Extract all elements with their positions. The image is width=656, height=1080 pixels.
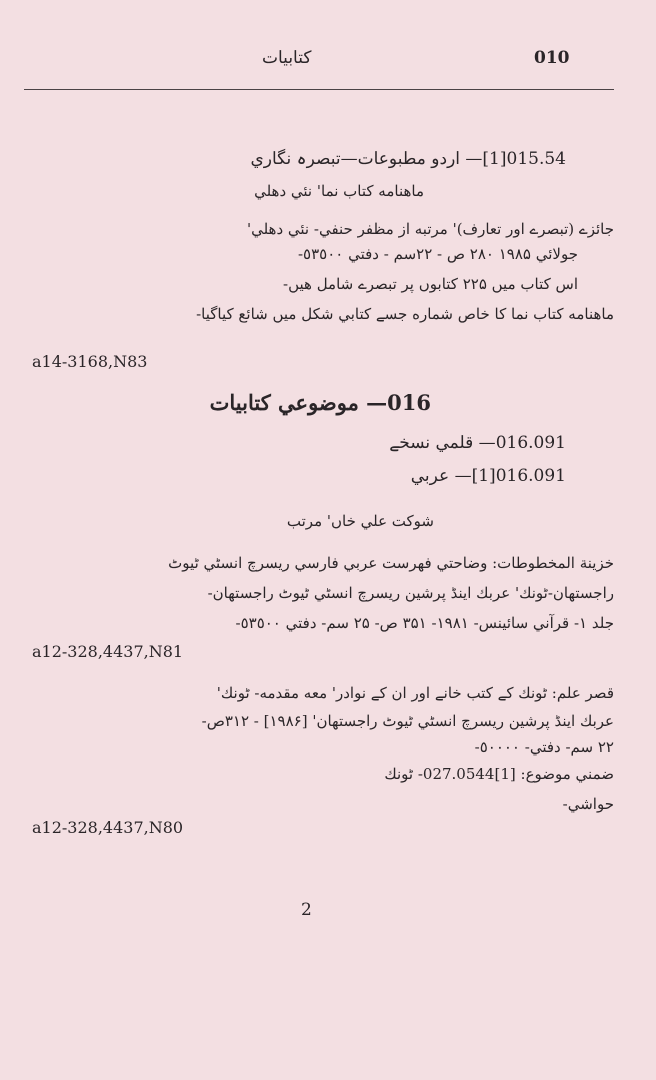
- subsection-title: 016.091— قلمي نسخے: [389, 433, 566, 453]
- subsection-title: 016.091[1]— عربي: [410, 466, 566, 486]
- entry-line: راجستهان-ٹونك' عربك اينڈ پرشين ريسرچ انسٹي ٹيوٹ راجستهان-: [207, 584, 614, 602]
- entry-line: ۲۲ سم- دفتي- ٥٠٠٠٠-: [474, 738, 614, 756]
- entry-line: ضمني موضوع: [1]027.0544- ٹونك: [384, 765, 614, 783]
- entry-line: جولائي ۱۹۸۵ ۲۸۰ ص - ۲۲سم - دفتي ٥٣٥٠٠-: [297, 245, 578, 263]
- entry-line: خزينة المخطوطات: وضاحتي فهرست عربي فارسي ريسرچ انسٹي ٹيوٹ: [168, 554, 614, 572]
- entry-line: جائزے (تبصرے اور تعارف)' مرتبه از مظفر حنفي- نئي دهلي': [246, 220, 614, 238]
- entry-line: عربك اينڈ پرشين ريسرچ انسٹي ٹيوٹ راجستهان' [۱۹۸۶] - ۳۱۲ص-: [201, 712, 614, 730]
- entry-line: قصر علم: ٹونك كے كتب خانے اور ان كے نوادر' معه مقدمه- ٹونك': [216, 684, 614, 702]
- entry-author: شوكت علي خاں' مرتب: [286, 512, 434, 530]
- footer-page-number: 2: [301, 900, 312, 920]
- header-rule: [24, 89, 614, 90]
- entry-source: ماهنامه كتاب نما' نئي دهلي: [254, 182, 424, 200]
- entry-line: حواشي-: [562, 795, 614, 813]
- entry-line: اس كتاب ميں ۲۲۵ كتابوں پر تبصرے شامل هيں-: [283, 275, 578, 293]
- entry-heading: 015.54[1]— اردو مطبوعات—تبصرہ نگاري: [250, 149, 566, 169]
- page-number: 010: [534, 48, 570, 68]
- call-number: a14-3168,N83: [32, 352, 148, 371]
- section-title: 016— موضوعي كتابيات: [209, 390, 431, 415]
- entry-line: ماهنامه كتاب نما كا خاص شماره جسے كتابي شكل ميں شائع كياگيا-: [196, 305, 614, 323]
- call-number: a12-328,4437,N80: [32, 818, 184, 837]
- entry-line: جلد ۱- قرآني سائينس- ۱۹۸۱- ۳۵۱ ص- ۲۵ سم- دفتي ٥٣٥٠٠-: [235, 614, 614, 632]
- running-head: كتابيات: [262, 48, 312, 68]
- call-number: a12-328,4437,N81: [32, 642, 184, 661]
